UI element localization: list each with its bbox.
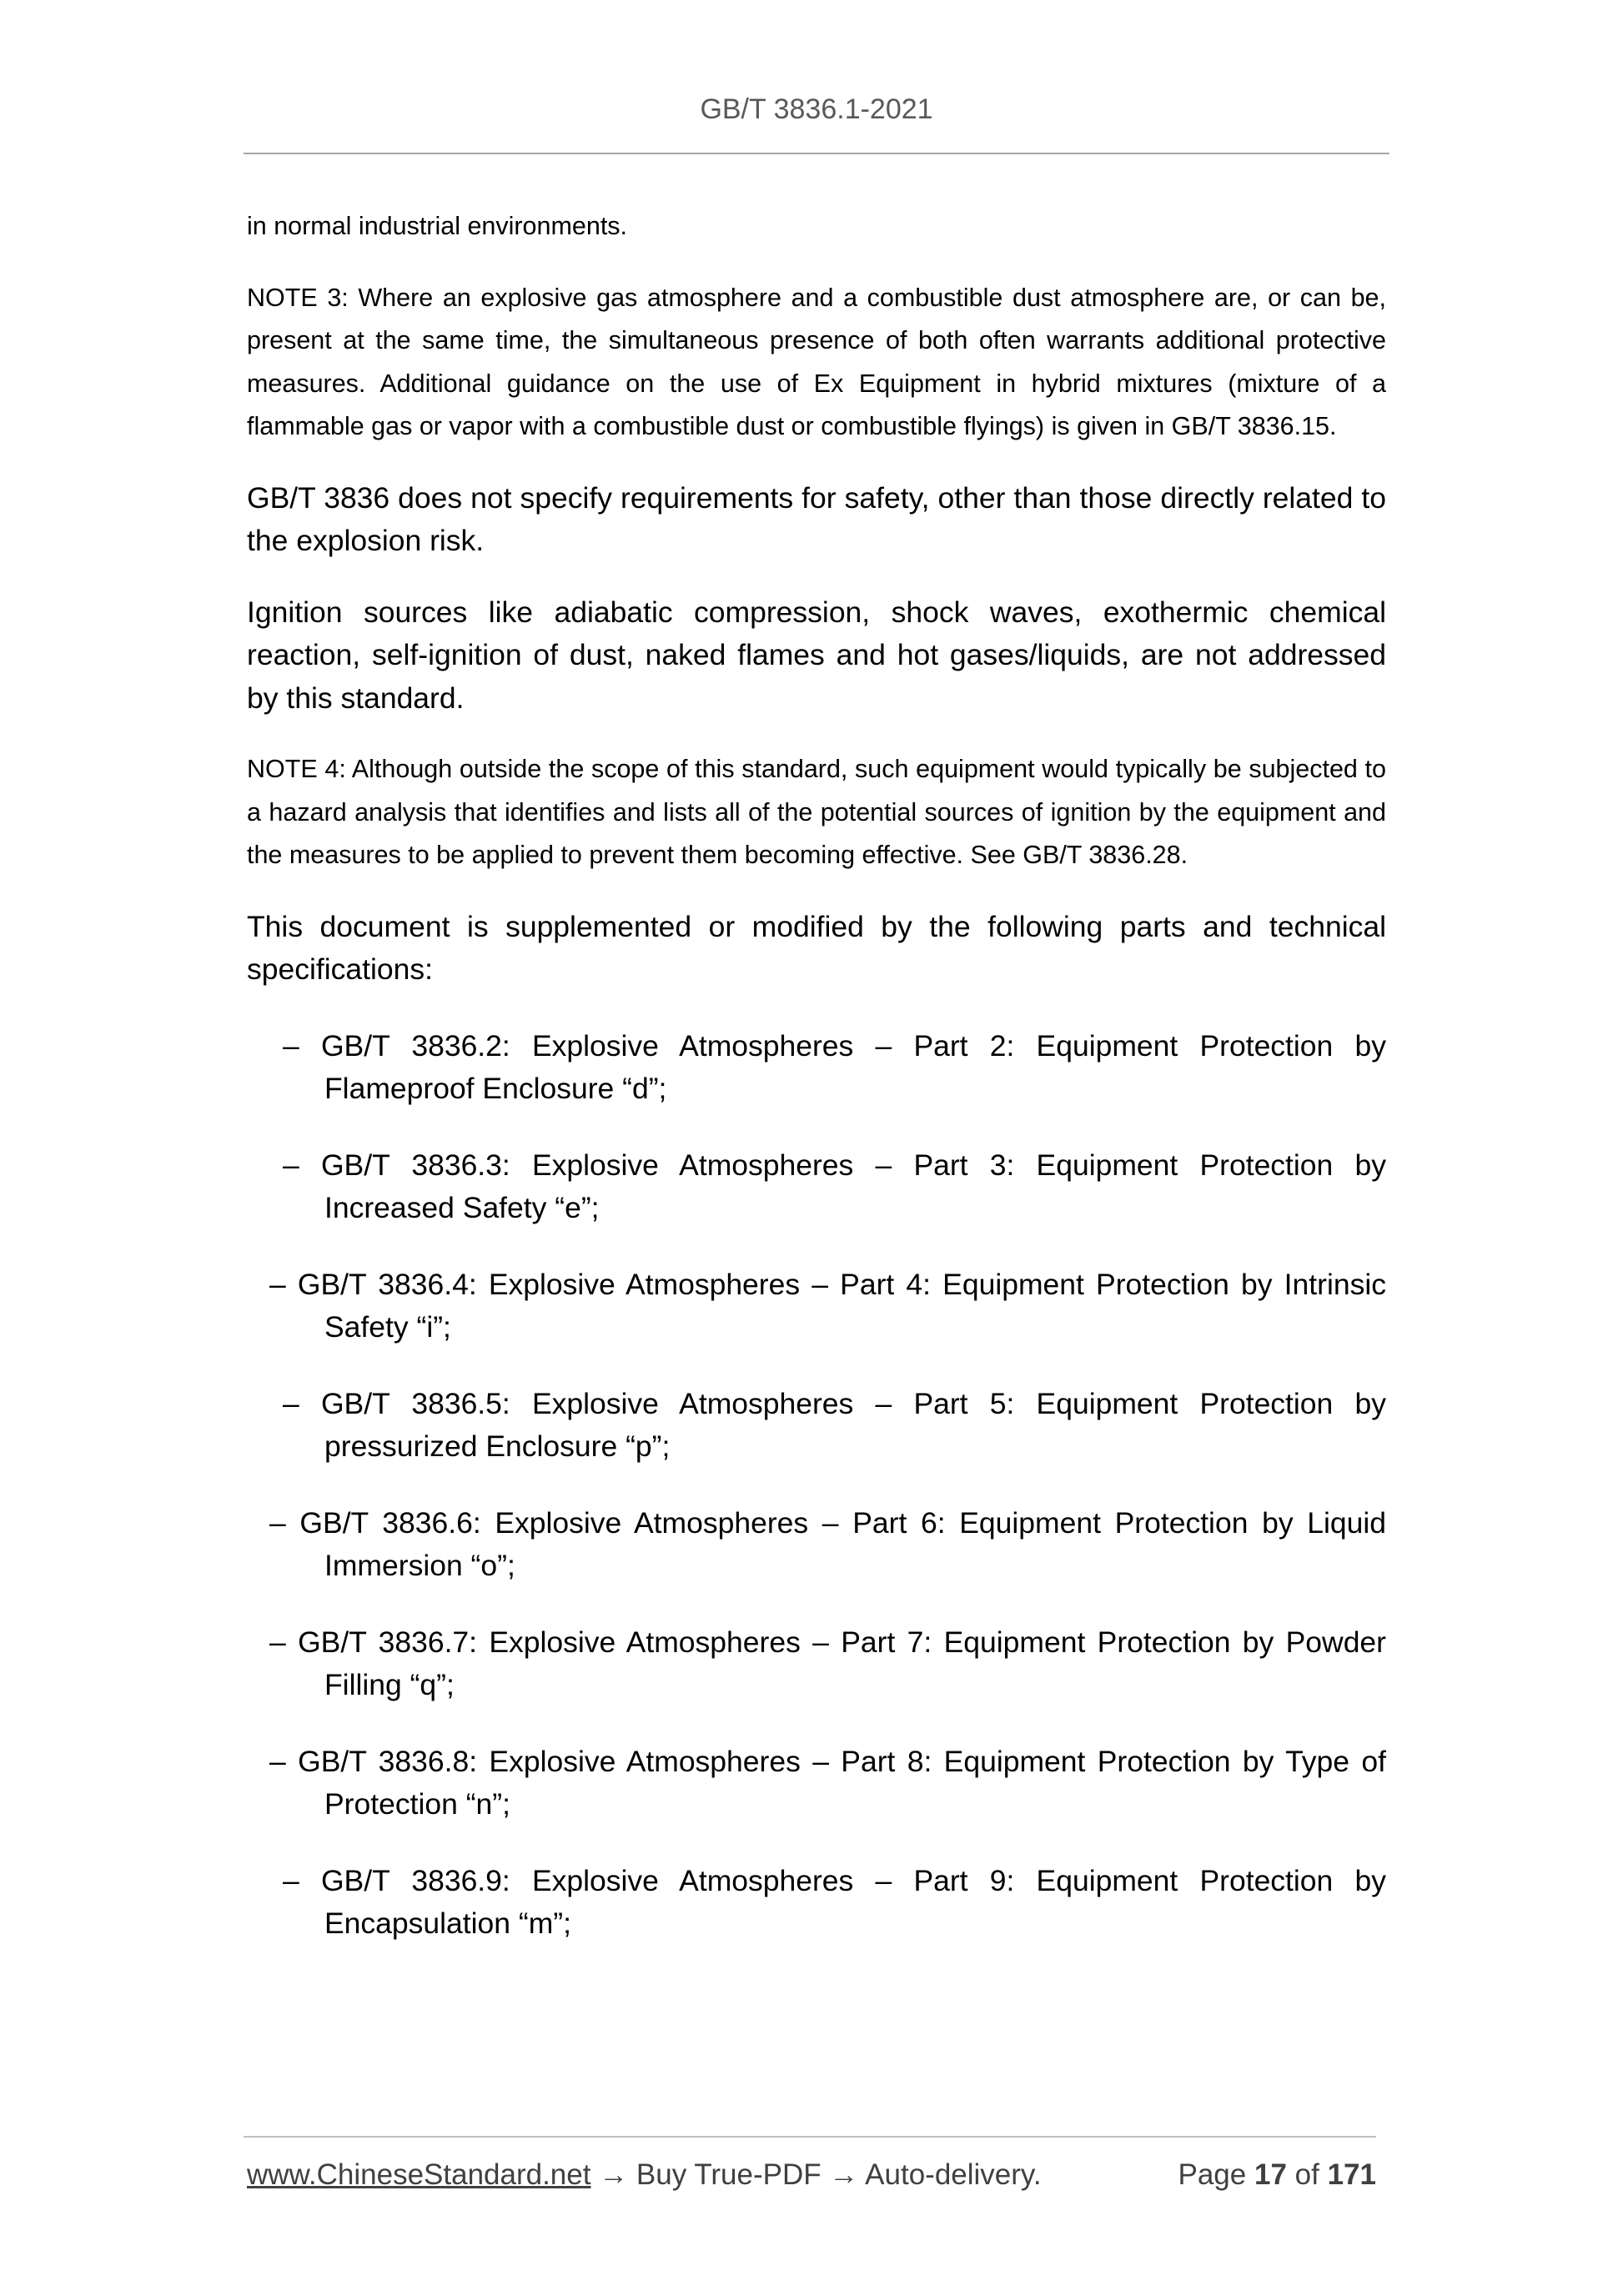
list-item: – GB/T 3836.3: Explosive Atmospheres – Part 3: Equipment Protection by Increased Safety “e”; xyxy=(283,1148,1386,1224)
note-3: NOTE 3: Where an explosive gas atmosphere and a combustible dust atmosphere are, or can be, present at the same time, the simultaneous presence of both often warrants additional protective measures. Additional guidance on the use of Ex Equipment in hybrid mixtures (mixture of a flammable gas or vapor with a combustible dust or combustible flyings) is given in GB/T 3836.15. xyxy=(247,283,1386,440)
list-item: – GB/T 3836.5: Explosive Atmospheres – Part 5: Equipment Protection by pressurized Enclosure “p”; xyxy=(283,1386,1386,1463)
header-divider xyxy=(244,153,1389,154)
page-label: Page xyxy=(1178,2158,1247,2191)
page-header-title: GB/T 3836.1-2021 xyxy=(700,93,933,125)
list-item: – GB/T 3836.4: Explosive Atmospheres – Part 4: Equipment Protection by Intrinsic Safety “i”; xyxy=(269,1267,1386,1344)
list-item: – GB/T 3836.2: Explosive Atmospheres – Part 2: Equipment Protection by Flameproof Enclosure “d”; xyxy=(283,1028,1386,1105)
page-indicator xyxy=(1178,2158,1377,2192)
paragraph-continuation: in normal industrial environments. xyxy=(247,212,628,240)
website-link[interactable]: www.ChineseStandard.net xyxy=(247,2158,591,2191)
note-4: NOTE 4: Although outside the scope of this standard, such equipment would typically be subjected to a hazard analysis that identifies and lists all of the potential sources of ignition by the equipment and the measures to be applied to prevent them becoming effective. See GB/T 3836.28. xyxy=(247,755,1386,869)
document-body xyxy=(247,205,1386,1946)
paragraph-supplemented-by: This document is supplemented or modified by the following parts and technical specifications: xyxy=(247,909,1386,986)
paragraph-safety-scope: GB/T 3836 does not specify requirements for safety, other than those directly related to the explosion risk. xyxy=(247,480,1386,557)
page-footer xyxy=(247,2158,1376,2197)
footer-divider xyxy=(244,2136,1376,2138)
paragraph-ignition-sources: Ignition sources like adiabatic compression, shock waves, exothermic chemical reaction, self-ignition of dust, naked flames and hot gases/liquids, are not addressed by this standard. xyxy=(247,595,1386,715)
footer-tagline: → Buy True-PDF → Auto-delivery. xyxy=(590,2158,1042,2191)
page-number: 17 xyxy=(1254,2158,1287,2191)
total-pages: 171 xyxy=(1327,2158,1376,2191)
list-item: – GB/T 3836.8: Explosive Atmospheres – Part 8: Equipment Protection by Type of Protection “n”; xyxy=(269,1744,1386,1821)
footer-promo xyxy=(247,2158,1042,2192)
list-item: – GB/T 3836.7: Explosive Atmospheres – Part 7: Equipment Protection by Powder Filling “q”; xyxy=(269,1625,1386,1701)
of-label: of xyxy=(1294,2158,1319,2191)
list-item: – GB/T 3836.9: Explosive Atmospheres – Part 9: Equipment Protection by Encapsulation “m”; xyxy=(283,1863,1386,1940)
list-item: – GB/T 3836.6: Explosive Atmospheres – Part 6: Equipment Protection by Liquid Immersion “o”; xyxy=(269,1505,1386,1582)
parts-list xyxy=(247,1025,1386,1946)
